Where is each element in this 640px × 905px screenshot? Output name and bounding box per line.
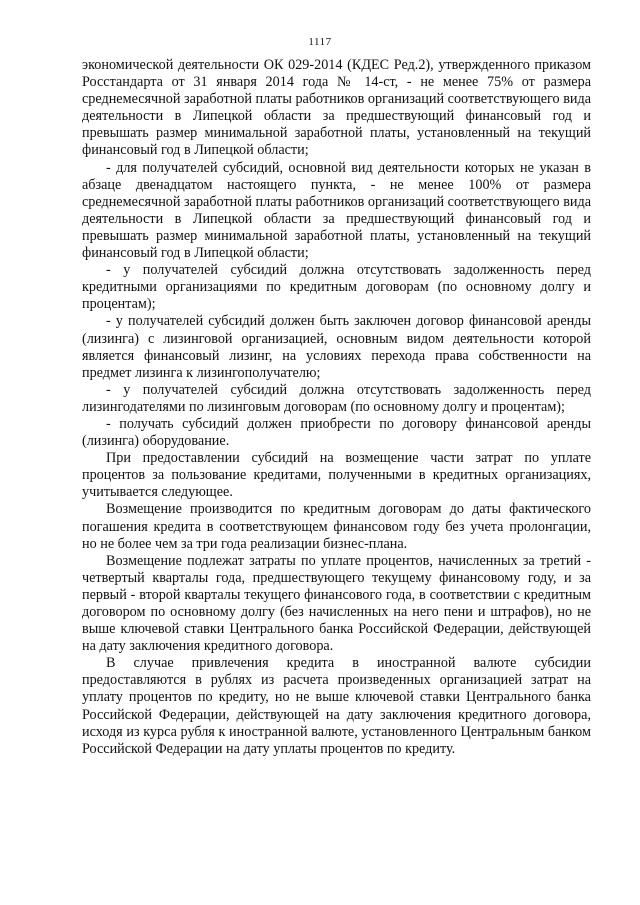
paragraph-10: В случае привлечения кредита в иностранной валюте субсидии предоставляются в рублях из расчета произведенных организацией затрат на уплату процентов по кредиту, но не выше ключевой ставки Центрального банка Российской Федерации, действующей на дату заключения кредитного договора, исходя из курса рубля к иностранной валюте, установленного Центральным банком Российской Федерации на дату уплаты процентов по кредиту.	[82, 655, 591, 757]
document-body	[82, 57, 591, 758]
paragraph-5: - у получателей субсидий должна отсутствовать задолженность перед лизингодателями по лизинговым договорам (по основному долгу и процентам);	[82, 381, 591, 415]
paragraph-6: - получать субсидий должен приобрести по договору финансовой аренды (лизинга) оборудование.	[82, 415, 591, 450]
paragraph-8: Возмещение производится по кредитным договорам до даты фактического погашения кредита в соответствующем финансовом году без учета пролонгации, но не более чем за три года реализации бизнес-плана.	[82, 501, 591, 552]
page-number: 1117	[308, 36, 332, 48]
paragraph-3: - у получателей субсидий должна отсутствовать задолженность перед кредитными организациями по кредитным договорам (по основному долгу и процентам);	[82, 262, 591, 313]
paragraph-2: - для получателей субсидий, основной вид деятельности которых не указан в абзаце двенадцатом настоящего пункта, - не менее 100% от размера среднемесячной заработной платы работников организаций соответствующего вида деятельности в Липецкой области за предшествующий финансовый год и превышать размер минимальной заработной платы, установленный на текущий финансовый год в Липецкой области;	[82, 159, 591, 262]
paragraph-4: - у получателей субсидий должен быть заключен договор финансовой аренды (лизинга) с лизинговой организацией, основным видом деятельности которой является финансовый лизинг, на условиях перехода права собственности на предмет лизинга к лизингополучателю;	[82, 313, 591, 381]
paragraph-9: Возмещение подлежат затраты по уплате процентов, начисленных за третий - четвертый кварталы года, предшествующего текущему финансовому году, и за первый - второй кварталы текущего финансового года, в соответствии с кредитным договором по основному долгу (без начисленных на него пени и штрафов), но не выше ключевой ставки Центрального банка Российской Федерации, действующей на дату заключения кредитного договора.	[82, 552, 591, 655]
paragraph-1: экономической деятельности ОК 029-2014 (КДЕС Ред.2), утвержденного приказом Росстандарта от 31 января 2014 года № 14-ст, - не менее 75% от размера среднемесячной заработной платы работников организаций соответствующего вида деятельности в Липецкой области за предшествующий финансовый год и превышать размер минимальной заработной платы, установленный на текущий финансовый год в Липецкой области;	[82, 57, 591, 159]
paragraph-7: При предоставлении субсидий на возмещение части затрат по уплате процентов за пользование кредитами, полученными в кредитных организациях, учитывается следующее.	[82, 450, 591, 501]
